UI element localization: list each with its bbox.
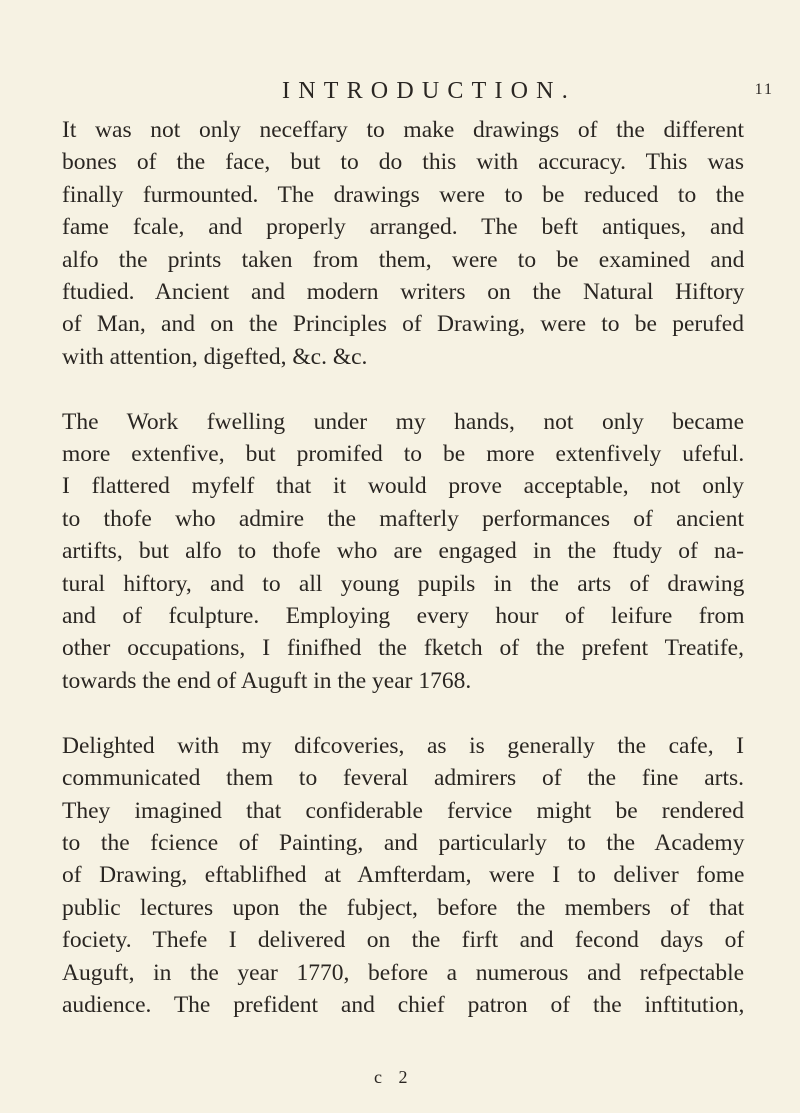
text-line: fociety. Thefe I delivered on the firft and fecond days of	[62, 927, 745, 954]
text-line: and of fculpture. Employing every hour of leifure from	[62, 603, 745, 630]
text-line: tural hiftory, and to all young pupils in the arts of drawing	[62, 570, 745, 597]
text-line: finally furmounted. The drawings were to be reduced to the	[62, 181, 745, 208]
running-head	[0, 76, 800, 106]
paragraph-3	[62, 730, 744, 1022]
text-line: fame fcale, and properly arranged. The beft antiques, and	[62, 214, 744, 241]
text-line: Delighted with my difcoveries, as is generally the cafe, I	[62, 732, 744, 759]
text-line: of Drawing, eftablifhed at Amfterdam, were I to deliver fome	[62, 862, 745, 889]
text-line: It was not only neceffary to make drawings of the different	[62, 117, 744, 143]
text-line: ftudied. Ancient and modern writers on the Natural Hiftory	[62, 279, 745, 306]
text-line: alfo the prints taken from them, were to be examined and	[62, 246, 745, 273]
text-line: audience. The prefident and chief patron of the inftitution,	[62, 991, 745, 1018]
text-line: communicated them to feveral admirers of the fine arts.	[62, 765, 744, 792]
text-line: artifts, but alfo to thofe who are engaged in the ftudy of na-	[62, 538, 744, 565]
text-line: They imagined that confiderable fervice might be rendered	[62, 797, 744, 824]
text-line: to the fcience of Painting, and particularly to the Academy	[62, 829, 745, 856]
text-line: Auguft, in the year 1770, before a numerous and refpectable	[62, 959, 745, 986]
text-line: more extenfive, but promifed to be more extenfively ufeful.	[62, 441, 745, 468]
paragraph-1	[62, 114, 744, 373]
text-line: other occupations, I finifhed the fketch of the prefent Treatife,	[62, 635, 744, 662]
text-line: I flattered myfelf that it would prove acceptable, not only	[62, 473, 744, 500]
page-number: 11	[754, 81, 774, 98]
chapter-title: INTRODUCTION.	[282, 78, 576, 104]
signature-mark: c 2	[374, 1067, 414, 1087]
body-text	[62, 114, 744, 1021]
paragraph-2	[62, 406, 744, 698]
text-line: public lectures upon the fubject, before the members of that	[62, 894, 745, 921]
text-line: of Man, and on the Principles of Drawing, were to be perufed	[62, 311, 744, 338]
text-line: bones of the face, but to do this with accuracy. This was	[62, 149, 744, 176]
text-line: The Work fwelling under my hands, not only became	[62, 408, 744, 435]
text-line: towards the end of Auguft in the year 1768.	[62, 667, 472, 694]
text-line: with attention, digefted, &c. &c.	[62, 343, 368, 370]
text-line: to thofe who admire the mafterly performances of ancient	[62, 505, 744, 532]
